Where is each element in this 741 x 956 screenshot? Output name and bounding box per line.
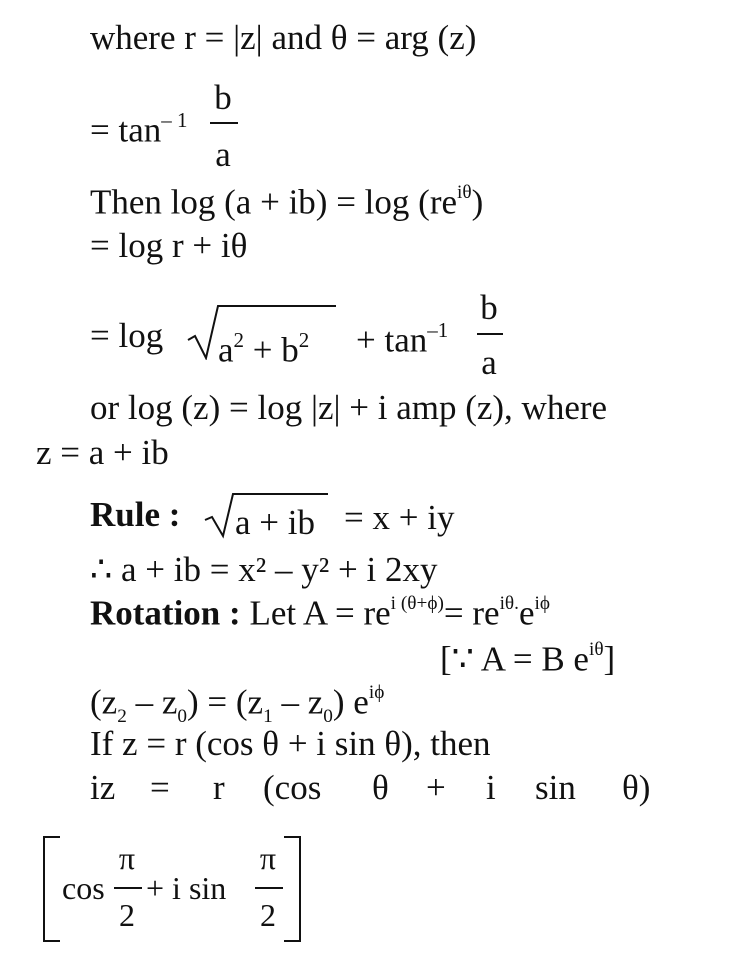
word: θ): [622, 768, 651, 807]
fraction-denominator: a: [481, 343, 497, 382]
rule-result: = x + iy: [344, 498, 455, 537]
right-bracket: [282, 835, 302, 945]
fraction-numerator: π: [118, 840, 136, 876]
word: θ: [372, 768, 389, 807]
line-if-z: If z = r (cos θ + i sin θ), then: [90, 724, 491, 763]
fraction-bar: [255, 887, 283, 889]
line-or-log: or log (z) = log |z| + i amp (z), where: [90, 388, 608, 427]
fraction-numerator: b: [480, 288, 498, 327]
fraction-bar: [114, 887, 142, 889]
word: iz: [90, 768, 116, 807]
word: sin: [535, 768, 576, 807]
line-rotation: Rotation : Let $A = re^{i (\theta+\phi)}= re^{i\theta.}e^{i\phi}$: [90, 593, 550, 633]
plus-i-sin: + i sin: [146, 870, 227, 906]
line-since: [∵ A = B $e^{i\theta}$]: [440, 639, 616, 679]
word: =: [150, 768, 170, 807]
rule-label: Rule :: [90, 495, 181, 534]
cos-text: cos: [62, 870, 105, 906]
word: (cos: [263, 768, 322, 807]
radicand: a + ib: [235, 503, 315, 542]
word: r: [213, 768, 225, 807]
left-bracket: [42, 835, 62, 945]
radicand: $a^2 + b^2$: [218, 328, 310, 370]
line-z-equals: z = a + ib: [36, 433, 169, 472]
line-log-sqrt: = log: [90, 316, 164, 355]
line-then-log: Then $\log (a + ib) = \log (re^{i\theta})$: [90, 182, 484, 222]
fraction-numerator: π: [259, 840, 277, 876]
fraction-denominator: 2: [119, 897, 135, 933]
word: i: [486, 768, 496, 807]
line-where: where r = |z| and θ = arg (z): [90, 18, 477, 57]
line-tan-inverse: = $\tan^{- 1}$: [90, 108, 188, 150]
line-z-rotation: $(z_2 - z_0) = (z_1 - z_0)$ $e^{i\phi}$: [90, 682, 385, 728]
fraction-numerator: b: [214, 78, 232, 117]
fraction-bar: [477, 333, 503, 335]
line-therefore: ∴ a + ib = x² – y² + i 2xy: [90, 550, 438, 589]
fraction-bar: [210, 122, 238, 124]
fraction-denominator: 2: [260, 897, 276, 933]
line-log-r: = log r + iθ: [90, 226, 248, 265]
word: +: [426, 768, 446, 807]
plus-tan-inverse: + $\tan^{-1}$: [356, 318, 449, 360]
fraction-denominator: a: [215, 135, 231, 174]
